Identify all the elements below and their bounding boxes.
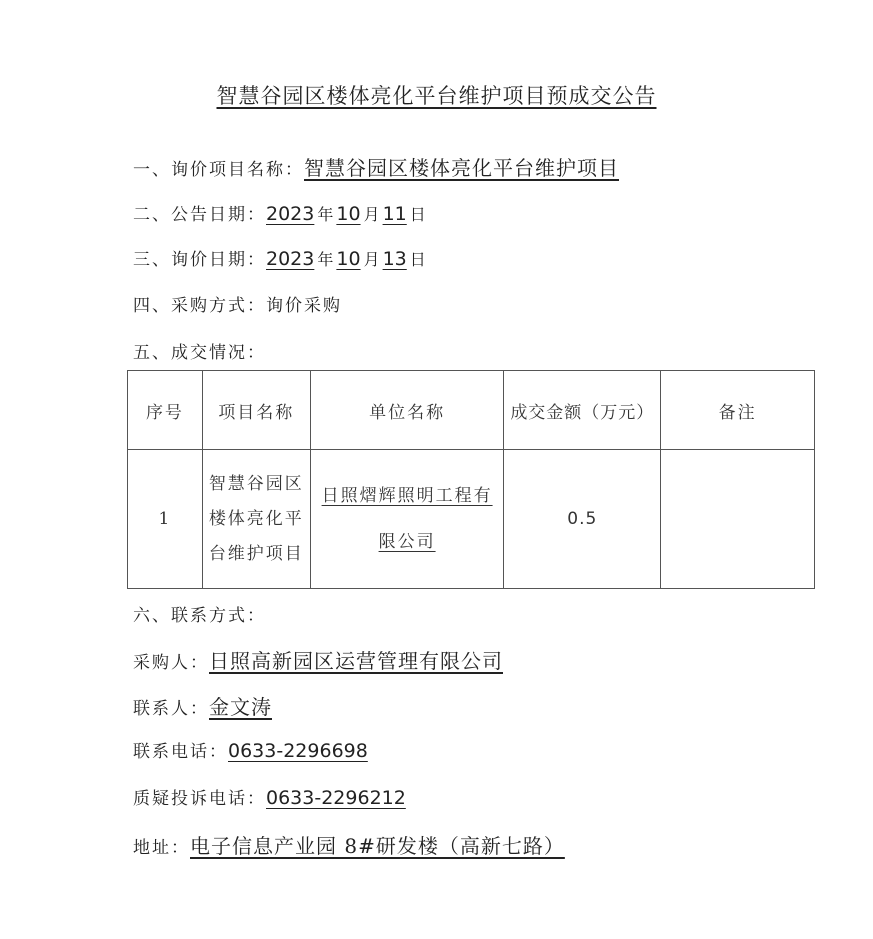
inquiry-year: 2023 [266,248,315,270]
table-row [128,450,815,589]
inquiry-month: 10 [336,248,361,270]
phone-value: 0633-2296698 [228,740,368,762]
phone-line [133,737,368,762]
inquiry-day: 13 [382,248,407,270]
address-line [133,830,565,859]
header-index: 序号 [128,371,203,450]
inquiry-month-unit: 月 [363,250,380,269]
procurement-method-label: 四、采购方式： [133,296,266,316]
header-amount: 成交金额（万元） [504,371,661,450]
complaint-phone-value: 0633-2296212 [266,787,406,809]
announce-day-unit: 日 [409,205,426,224]
deal-status-label: 五、成交情况： [133,343,266,363]
cell-index: 1 [128,450,203,589]
header-project-name: 项目名称 [202,371,310,450]
contact-person-line [133,691,272,720]
cell-amount: 0.5 [504,450,661,589]
cell-project-line: 台维护项目 [208,543,304,564]
announce-year: 2023 [266,203,315,225]
contact-person-label: 联系人： [133,699,209,719]
buyer-value: 日照高新园区运营管理有限公司 [209,649,503,673]
announce-year-unit: 年 [317,205,334,224]
announce-day: 11 [382,203,407,225]
contact-person-value: 金文涛 [209,695,272,719]
cell-project-name [202,450,310,589]
announce-month: 10 [336,203,361,225]
document-title-text: 智慧谷园区楼体亮化平台维护项目预成交公告 [216,84,657,108]
document-title [0,80,873,110]
cell-project-line: 智慧谷园区 [208,473,304,494]
table-header-row [128,371,815,450]
cell-remark [661,450,815,589]
announce-month-unit: 月 [363,205,380,224]
deal-result-table [127,370,815,589]
header-company-name: 单位名称 [310,371,504,450]
procurement-method-value: 询价采购 [266,296,342,316]
address-value: 电子信息产业园 8#研发楼（高新七路） [190,834,565,858]
announce-date-label: 二、公告日期： [133,205,266,225]
cell-company-name [310,450,504,589]
cell-project-line: 楼体亮化平 [208,508,304,529]
cell-company-line: 日照熠辉照明工程有 [321,486,493,506]
project-name-line [133,152,619,181]
project-name-value: 智慧谷园区楼体亮化平台维护项目 [304,156,619,180]
announce-date-line [133,200,429,225]
phone-label: 联系电话： [133,742,228,762]
complaint-phone-line [133,784,406,809]
address-label: 地址： [133,838,190,858]
inquiry-date-label: 三、询价日期： [133,250,266,270]
contact-heading-label: 六、联系方式： [133,606,266,626]
deal-status-heading [133,338,266,363]
complaint-phone-label: 质疑投诉电话： [133,789,266,809]
contact-heading [133,601,266,626]
inquiry-date-line [133,245,429,270]
project-name-label: 一、询价项目名称： [133,160,304,180]
buyer-label: 采购人： [133,653,209,673]
cell-company-line: 限公司 [378,532,436,552]
buyer-line [133,645,503,674]
procurement-method-line [133,291,342,316]
header-remark: 备注 [661,371,815,450]
inquiry-year-unit: 年 [317,250,334,269]
inquiry-day-unit: 日 [409,250,426,269]
